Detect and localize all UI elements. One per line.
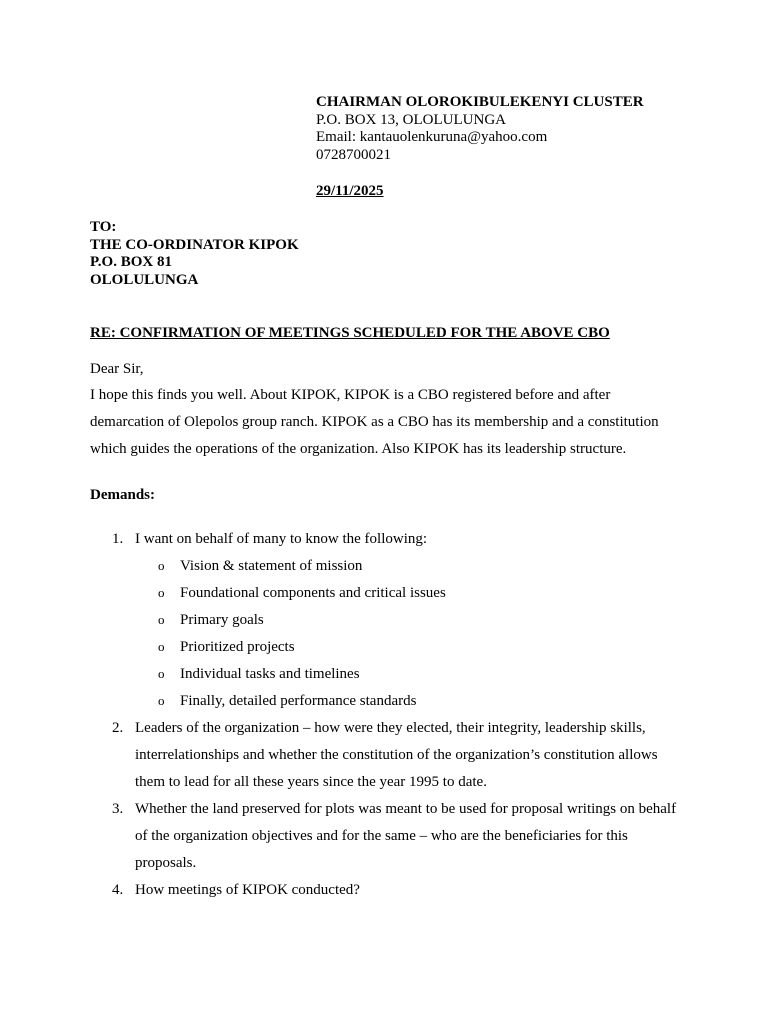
circle-bullet-icon: o [158, 639, 165, 654]
sender-block [316, 94, 644, 164]
recipient-box: P.O. BOX 81 [90, 254, 172, 271]
sub-list-item-text: Finally, detailed performance standards [180, 693, 417, 709]
circle-bullet-icon: o [158, 558, 165, 573]
list-item-number: 3. [112, 801, 124, 817]
sender-address: P.O. BOX 13, OLOLULUNGA [316, 111, 506, 128]
list-item [90, 877, 680, 904]
sub-list-item-text: Primary goals [180, 612, 264, 628]
circle-bullet-icon: o [158, 612, 165, 627]
sub-list-item-text: Foundational components and critical issues [180, 585, 446, 601]
sub-list-item [90, 607, 680, 634]
circle-bullet-icon: o [158, 585, 165, 600]
sub-list-item [90, 688, 680, 715]
sub-list-item [90, 634, 680, 661]
list-item-number: 2. [112, 720, 124, 736]
recipient-to-label: TO: [90, 219, 117, 235]
list-item-text: Leaders of the organization – how were they elected, their integrity, leadership skills, interrelationships and whether the constitution of the organization’s constitution allows them to lead for all these years since the year 1995 to date. [135, 720, 658, 790]
list-item [90, 796, 680, 877]
sub-list-item [90, 580, 680, 607]
list-item-text: How meetings of KIPOK conducted? [135, 882, 360, 898]
demands-heading: Demands: [90, 487, 156, 503]
list-item-number: 4. [112, 882, 124, 898]
sub-list-item-text: Prioritized projects [180, 639, 295, 655]
sender-title: CHAIRMAN OLOROKIBULEKENYI CLUSTER [316, 94, 644, 110]
list-item [90, 526, 680, 553]
salutation: Dear Sir, [90, 361, 144, 377]
letter-date: 29/11/2025 [316, 183, 384, 199]
recipient-block [90, 219, 299, 289]
list-item [90, 715, 680, 796]
sender-phone: 0728700021 [316, 146, 391, 163]
list-item-text: I want on behalf of many to know the following: [135, 531, 428, 547]
intro-paragraph: I hope this finds you well. About KIPOK, KIPOK is a CBO registered before and after demarcation of Olepolos group ranch. KIPOK as a CBO has its membership and a constitution which guides the operations of the organization. Also KIPOK has its leadership structure. [90, 387, 659, 457]
sender-email: Email: kantauolenkuruna@yahoo.com [316, 129, 548, 146]
recipient-town: OLOLULUNGA [90, 271, 199, 288]
circle-bullet-icon: o [158, 666, 165, 681]
sub-list-item-text: Individual tasks and timelines [180, 666, 360, 682]
subject-line: RE: CONFIRMATION OF MEETINGS SCHEDULED FOR THE ABOVE CBO [90, 325, 610, 341]
sub-list-item [90, 661, 680, 688]
sub-list-item-text: Vision & statement of mission [180, 558, 363, 574]
list-item-text: Whether the land preserved for plots was meant to be used for proposal writings on behalf of the organization objectives and for the same – who are the beneficiaries for this proposals. [135, 801, 677, 871]
list-item-number: 1. [112, 531, 124, 547]
demands-list [90, 526, 680, 904]
recipient-name: THE CO-ORDINATOR KIPOK [90, 236, 299, 253]
circle-bullet-icon: o [158, 693, 165, 708]
sub-list-item [90, 553, 680, 580]
